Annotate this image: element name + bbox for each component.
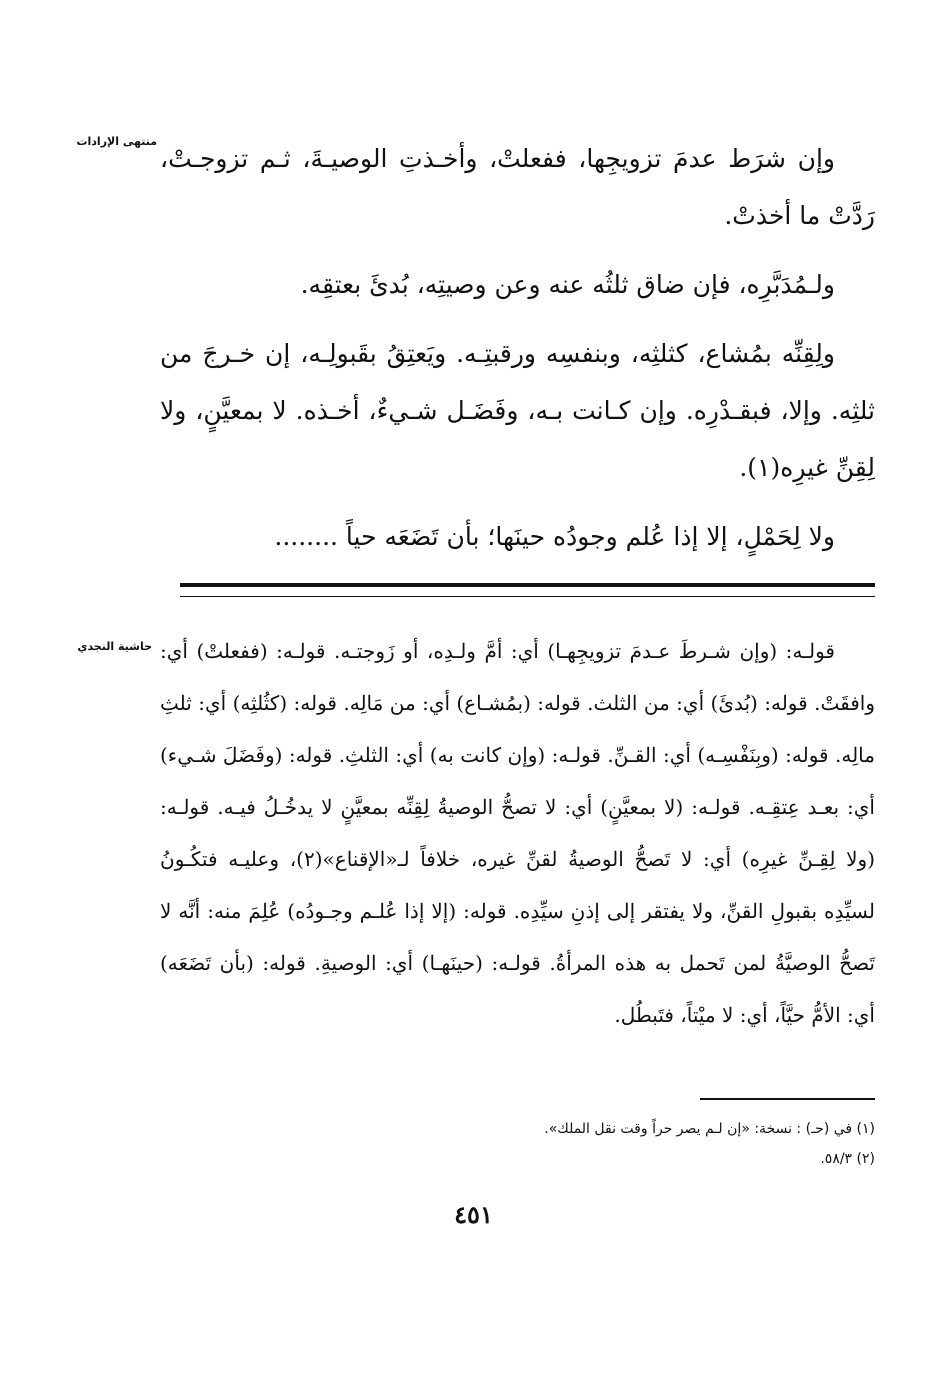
running-header-label: منتهى الإرادات [76,135,157,148]
section-divider-thin [180,596,875,597]
footnote-2: (٢) ٥٨/٣. [820,1151,875,1167]
section-divider-thick [180,583,875,587]
footnote-1: (١) في (حـ) : نسخة: «إن لـم يصر حراً وقت نقل الملك». [544,1121,875,1137]
main-paragraph-3: ولِقِنِّه بمُشاع، كثلثِه، وبنفسِه ورقبتِـه. ويَعتِقُ بقَبولِـه، إن خـرجَ من ثلثِه. وإلا، فبقـدْرِه. وإن كـانت بـه، وفَضَـل شـيءٌ، أخـذه. لا بمعيَّنٍ، ولا لِقِنِّ غيرِه(١). [160,339,875,482]
footnotes-block [420,1114,875,1174]
commentary-paragraph: قولـه: (وإن شـرطَ عـدمَ تزويجِهـا) أي: أمَّ ولـدِه، أو زَوجتـه. قولـه: (ففعلتْ) أي: وافقَتْ. قوله: (بُدئَ) أي: من الثلث. قوله: (بمُشـاع) أي: من مَالِه. قوله: (كثُلثِه) أي: ثلثِ مالِه. قوله: (وبِنَفْسِـه) أي: القـنِّ. قولـه: (وإن كانت به) أي: الثلثِ. قوله: (وفَضَلَ شـيء) أي: بعـد عِتقِـه. قولـه: (لا بمعيَّنٍ) أي: لا تصحُّ الوصيةُ لِقِنِّه بمعيَّنٍ لا يدخُـلُ فيـه. قولـه: (ولا لِقِـنِّ غيرِه) أي: لا تَصحُّ الوصيةُ لقنِّ غيره، خلافاً لـ«الإقناع»(٢)، وعليـه فتكُـونُ لسيِّدِه بقبولِ القنِّ، ولا يفتقر إلى إذنِ سيِّدِه. قوله: (إلا إذا عُلـم وجـودُه) عُلِمَ منه: أنَّه لا تَصحُّ الوصيَّةُ لمن تَحمل به هذه المرأةُ. قولـه: (حينَهـا) أي: الوصيةِ. قوله: (بأن تَضَعَه) أي: الأمُّ حيَّاً، أي: لا ميْتاً، فتَبطُل. [160,639,876,1027]
main-paragraph-4: ولا لِحَمْلٍ، إلا إذا عُلم وجودُه حينَها؛ بأن تَضَعَه حياً ........ [274,522,835,551]
page-number: ٤٥١ [454,1200,493,1229]
commentary-block [160,625,875,1041]
main-paragraph-2: ولـمُدَبَّرِه، فإن ضاق ثلثُه عنه وعن وصيتِه، بُدئَ بعتقِه. [300,270,835,299]
footnote-rule [700,1098,875,1100]
main-text-block [160,130,875,577]
commentary-header-label: حاشية النجدي [77,640,152,653]
main-paragraph-1: وإن شرَط عدمَ تزويجِها، ففعلتْ، وأخـذتِ الوصيـةَ، ثـم تزوجـتْ، رَدَّتْ ما أخذتْ. [160,144,875,230]
